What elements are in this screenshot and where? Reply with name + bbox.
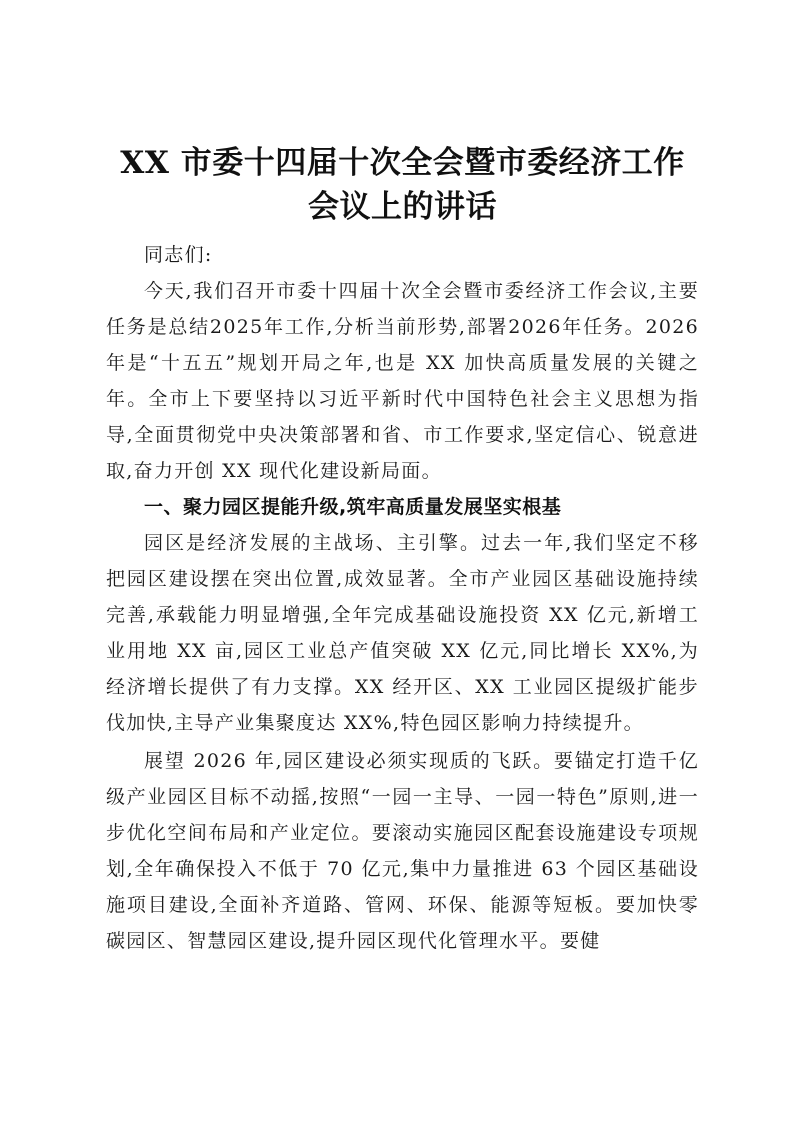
intro-paragraph: 今天,我们召开市委十四届十次全会暨市委经济工作会议,主要任务是总结2025年工作,分析当前形势,部署2026年任务。2026年是“十五五”规划开局之年,也是 XX 加快高质量发展的关键之年。全市上下要坚持以习近平新时代中国特色社会主义思想为指导,全面贯彻党中央决策部署和省、市工作要求,坚定信心、锐意进取,奋力开创 XX 现代化建设新局面。 bbox=[106, 280, 699, 482]
section-1-paragraph-1: 园区是经济发展的主战场、主引擎。过去一年,我们坚定不移把园区建设摆在突出位置,成效显著。全市产业园区基础设施持续完善,承载能力明显增强,全年完成基础设施投资 XX 亿元,新增工业用地 XX 亩,园区工业总产值突破 XX 亿元,同比增长 XX%,为经济增长提供了有力支撑。XX 经开区、XX 工业园区提级扩能步伐加快,主导产业集聚度达 XX%,特色园区影响力持续提升。 bbox=[106, 532, 699, 734]
section-heading-1: 一、聚力园区提能升级,筑牢高质量发展坚实根基 bbox=[144, 496, 562, 518]
document-body bbox=[106, 141, 699, 959]
document-title: XX 市委十四届十次全会暨市委经济工作会议上的讲话 bbox=[120, 145, 685, 225]
section-1-paragraph-2: 展望 2026 年,园区建设必须实现质的飞跃。要锚定打造千亿级产业园区目标不动摇,按照“一园一主导、一园一特色”原则,进一步优化空间布局和产业定位。要滚动实施园区配套设施建设专项规划,全年确保投入不低于 70 亿元,集中力量推进 63 个园区基础设施项目建设,全面补齐道路、管网、环保、能源等短板。要加快零碳园区、智慧园区建设,提升园区现代化管理水平。要健 bbox=[106, 750, 699, 952]
salutation: 同志们: bbox=[144, 244, 213, 266]
